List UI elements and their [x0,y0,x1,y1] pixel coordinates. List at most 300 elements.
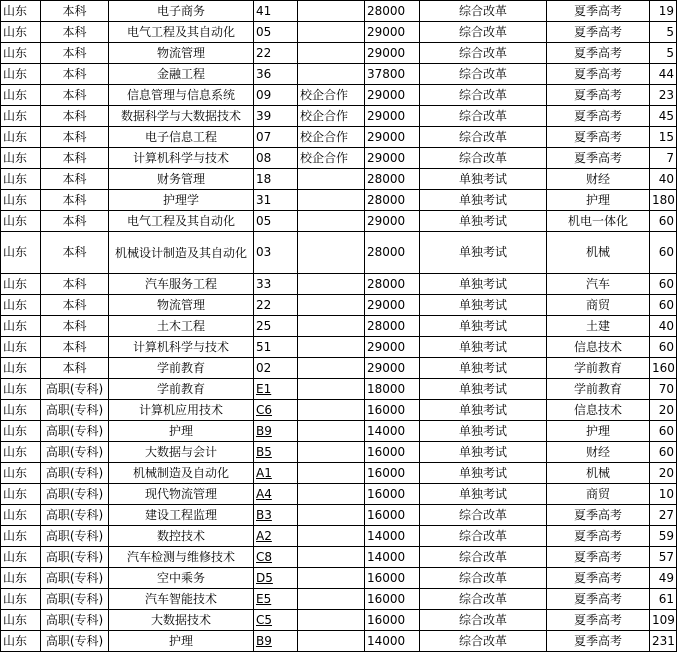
level-cell: 本科 [41,337,109,358]
plan-count-cell: 20 [650,463,677,484]
major-code-cell: 05 [254,22,298,43]
plan-count-cell: 27 [650,505,677,526]
cooperation-cell [298,631,365,652]
major-code-cell: 51 [254,337,298,358]
major-code-cell: 03 [254,232,298,274]
level-cell: 本科 [41,127,109,148]
category-cell: 夏季高考 [547,610,650,631]
plan-count-cell: 45 [650,106,677,127]
admission-mode-cell: 单独考试 [420,484,547,505]
tuition-cell: 28000 [365,274,420,295]
table-row [1,232,677,274]
major-cell: 信息管理与信息系统 [109,85,254,106]
table-row [1,379,677,400]
major-code-cell: 08 [254,148,298,169]
category-cell: 夏季高考 [547,43,650,64]
level-cell: 高职(专科) [41,526,109,547]
admission-mode-cell: 单独考试 [420,400,547,421]
major-cell: 数据科学与大数据技术 [109,106,254,127]
plan-count-cell: 10 [650,484,677,505]
tuition-cell: 16000 [365,442,420,463]
major-cell: 土木工程 [109,316,254,337]
category-cell: 商贸 [547,295,650,316]
plan-count-cell: 109 [650,610,677,631]
plan-count-cell: 180 [650,190,677,211]
cooperation-cell [298,568,365,589]
level-cell: 本科 [41,106,109,127]
cooperation-cell [298,169,365,190]
province-cell: 山东 [1,169,41,190]
admission-mode-cell: 单独考试 [420,211,547,232]
table-row [1,85,677,106]
major-cell: 电气工程及其自动化 [109,22,254,43]
tuition-cell: 14000 [365,526,420,547]
table-row [1,274,677,295]
level-cell: 本科 [41,148,109,169]
table-row [1,22,677,43]
cooperation-cell [298,190,365,211]
major-code-cell: 07 [254,127,298,148]
cooperation-cell [298,463,365,484]
major-code-cell: 25 [254,316,298,337]
tuition-cell: 28000 [365,232,420,274]
level-cell: 高职(专科) [41,568,109,589]
cooperation-cell [298,295,365,316]
admission-mode-cell: 单独考试 [420,295,547,316]
major-cell: 电子商务 [109,1,254,22]
major-cell: 机械设计制造及其自动化 [109,232,254,274]
table-row [1,127,677,148]
admission-mode-cell: 综合改革 [420,106,547,127]
table-row [1,169,677,190]
province-cell: 山东 [1,148,41,169]
table-row [1,421,677,442]
table-row [1,106,677,127]
major-code-cell: 22 [254,295,298,316]
province-cell: 山东 [1,211,41,232]
admission-mode-cell: 单独考试 [420,190,547,211]
cooperation-cell [298,400,365,421]
major-code-cell: E1 [254,379,298,400]
level-cell: 高职(专科) [41,463,109,484]
province-cell: 山东 [1,379,41,400]
province-cell: 山东 [1,1,41,22]
table-row [1,484,677,505]
province-cell: 山东 [1,547,41,568]
table-row [1,358,677,379]
plan-count-cell: 15 [650,127,677,148]
province-cell: 山东 [1,631,41,652]
admission-mode-cell: 单独考试 [420,274,547,295]
level-cell: 高职(专科) [41,421,109,442]
category-cell: 机械 [547,232,650,274]
table-row [1,148,677,169]
major-code-cell: C6 [254,400,298,421]
level-cell: 高职(专科) [41,547,109,568]
cooperation-cell [298,442,365,463]
cooperation-cell [298,610,365,631]
province-cell: 山东 [1,589,41,610]
plan-count-cell: 60 [650,421,677,442]
major-code-cell: B9 [254,631,298,652]
level-cell: 本科 [41,43,109,64]
category-cell: 财经 [547,442,650,463]
major-cell: 学前教育 [109,358,254,379]
tuition-cell: 29000 [365,295,420,316]
cooperation-cell [298,589,365,610]
major-cell: 护理 [109,631,254,652]
category-cell: 夏季高考 [547,505,650,526]
admission-mode-cell: 综合改革 [420,1,547,22]
level-cell: 高职(专科) [41,400,109,421]
major-cell: 数控技术 [109,526,254,547]
major-code-cell: B9 [254,421,298,442]
level-cell: 高职(专科) [41,631,109,652]
table-row [1,547,677,568]
cooperation-cell: 校企合作 [298,85,365,106]
major-cell: 大数据与会计 [109,442,254,463]
plan-count-cell: 70 [650,379,677,400]
category-cell: 夏季高考 [547,22,650,43]
admission-mode-cell: 综合改革 [420,22,547,43]
cooperation-cell: 校企合作 [298,148,365,169]
admission-mode-cell: 单独考试 [420,232,547,274]
province-cell: 山东 [1,43,41,64]
major-code-cell: 09 [254,85,298,106]
admission-mode-cell: 综合改革 [420,505,547,526]
category-cell: 夏季高考 [547,148,650,169]
category-cell: 夏季高考 [547,526,650,547]
major-code-cell: B3 [254,505,298,526]
major-cell: 计算机应用技术 [109,400,254,421]
category-cell: 夏季高考 [547,64,650,85]
plan-count-cell: 20 [650,400,677,421]
cooperation-cell: 校企合作 [298,106,365,127]
category-cell: 护理 [547,190,650,211]
cooperation-cell [298,547,365,568]
major-code-cell: 39 [254,106,298,127]
cooperation-cell [298,421,365,442]
level-cell: 本科 [41,274,109,295]
tuition-cell: 29000 [365,127,420,148]
table-row [1,568,677,589]
major-code-cell: A2 [254,526,298,547]
tuition-cell: 28000 [365,1,420,22]
admission-mode-cell: 综合改革 [420,127,547,148]
table-row [1,400,677,421]
category-cell: 夏季高考 [547,631,650,652]
major-code-cell: E5 [254,589,298,610]
major-cell: 护理学 [109,190,254,211]
category-cell: 机电一体化 [547,211,650,232]
admission-mode-cell: 单独考试 [420,463,547,484]
major-cell: 电气工程及其自动化 [109,211,254,232]
province-cell: 山东 [1,64,41,85]
table-row [1,1,677,22]
category-cell: 夏季高考 [547,85,650,106]
major-code-cell: 18 [254,169,298,190]
province-cell: 山东 [1,85,41,106]
major-cell: 财务管理 [109,169,254,190]
admission-mode-cell: 综合改革 [420,43,547,64]
province-cell: 山东 [1,505,41,526]
admission-mode-cell: 综合改革 [420,64,547,85]
province-cell: 山东 [1,568,41,589]
major-cell: 电子信息工程 [109,127,254,148]
admission-mode-cell: 综合改革 [420,568,547,589]
cooperation-cell [298,43,365,64]
tuition-cell: 16000 [365,568,420,589]
admission-mode-cell: 单独考试 [420,337,547,358]
cooperation-cell [298,379,365,400]
province-cell: 山东 [1,358,41,379]
level-cell: 本科 [41,64,109,85]
major-cell: 大数据技术 [109,610,254,631]
major-code-cell: 33 [254,274,298,295]
table-row [1,190,677,211]
table-row [1,43,677,64]
category-cell: 护理 [547,421,650,442]
category-cell: 学前教育 [547,358,650,379]
cooperation-cell [298,337,365,358]
table-row [1,211,677,232]
admission-mode-cell: 单独考试 [420,421,547,442]
table-row [1,631,677,652]
province-cell: 山东 [1,400,41,421]
major-code-cell: 36 [254,64,298,85]
table-row [1,526,677,547]
cooperation-cell [298,274,365,295]
major-cell: 汽车服务工程 [109,274,254,295]
level-cell: 本科 [41,232,109,274]
major-cell: 学前教育 [109,379,254,400]
level-cell: 本科 [41,1,109,22]
admission-mode-cell: 综合改革 [420,631,547,652]
province-cell: 山东 [1,106,41,127]
cooperation-cell [298,64,365,85]
cooperation-cell [298,358,365,379]
cooperation-cell [298,211,365,232]
plan-count-cell: 61 [650,589,677,610]
province-cell: 山东 [1,232,41,274]
level-cell: 高职(专科) [41,505,109,526]
plan-count-cell: 60 [650,274,677,295]
province-cell: 山东 [1,463,41,484]
table-row [1,505,677,526]
plan-count-cell: 5 [650,43,677,64]
cooperation-cell [298,526,365,547]
table-row [1,316,677,337]
province-cell: 山东 [1,22,41,43]
tuition-cell: 14000 [365,421,420,442]
province-cell: 山东 [1,190,41,211]
province-cell: 山东 [1,610,41,631]
category-cell: 夏季高考 [547,568,650,589]
plan-count-cell: 49 [650,568,677,589]
tuition-cell: 29000 [365,106,420,127]
category-cell: 机械 [547,463,650,484]
tuition-cell: 16000 [365,463,420,484]
plan-count-cell: 60 [650,232,677,274]
major-code-cell: 31 [254,190,298,211]
table-row [1,610,677,631]
plan-count-cell: 231 [650,631,677,652]
major-code-cell: A4 [254,484,298,505]
major-code-cell: 22 [254,43,298,64]
admission-mode-cell: 综合改革 [420,85,547,106]
tuition-cell: 28000 [365,190,420,211]
admission-mode-cell: 单独考试 [420,316,547,337]
category-cell: 信息技术 [547,400,650,421]
tuition-cell: 16000 [365,505,420,526]
tuition-cell: 29000 [365,22,420,43]
major-code-cell: B5 [254,442,298,463]
table-row [1,295,677,316]
tuition-cell: 16000 [365,589,420,610]
cooperation-cell: 校企合作 [298,127,365,148]
level-cell: 高职(专科) [41,589,109,610]
level-cell: 本科 [41,316,109,337]
admission-mode-cell: 单独考试 [420,358,547,379]
category-cell: 土建 [547,316,650,337]
level-cell: 本科 [41,190,109,211]
major-code-cell: A1 [254,463,298,484]
province-cell: 山东 [1,274,41,295]
major-code-cell: C8 [254,547,298,568]
province-cell: 山东 [1,337,41,358]
level-cell: 本科 [41,169,109,190]
table-row [1,589,677,610]
admission-mode-cell: 单独考试 [420,169,547,190]
category-cell: 夏季高考 [547,1,650,22]
cooperation-cell [298,505,365,526]
major-cell: 汽车检测与维修技术 [109,547,254,568]
level-cell: 高职(专科) [41,484,109,505]
tuition-cell: 29000 [365,43,420,64]
plan-count-cell: 7 [650,148,677,169]
admission-mode-cell: 综合改革 [420,526,547,547]
category-cell: 夏季高考 [547,589,650,610]
cooperation-cell [298,316,365,337]
category-cell: 夏季高考 [547,547,650,568]
tuition-cell: 16000 [365,610,420,631]
tuition-cell: 29000 [365,358,420,379]
plan-count-cell: 40 [650,316,677,337]
admission-mode-cell: 单独考试 [420,442,547,463]
major-cell: 物流管理 [109,295,254,316]
cooperation-cell [298,1,365,22]
major-cell: 护理 [109,421,254,442]
plan-count-cell: 59 [650,526,677,547]
level-cell: 高职(专科) [41,379,109,400]
category-cell: 夏季高考 [547,106,650,127]
level-cell: 本科 [41,211,109,232]
plan-count-cell: 40 [650,169,677,190]
plan-count-cell: 60 [650,442,677,463]
tuition-cell: 29000 [365,85,420,106]
tuition-cell: 16000 [365,484,420,505]
major-code-cell: C5 [254,610,298,631]
level-cell: 本科 [41,85,109,106]
major-cell: 金融工程 [109,64,254,85]
admission-mode-cell: 综合改革 [420,547,547,568]
tuition-cell: 18000 [365,379,420,400]
category-cell: 商贸 [547,484,650,505]
major-code-cell: 02 [254,358,298,379]
tuition-cell: 37800 [365,64,420,85]
admission-mode-cell: 综合改革 [420,589,547,610]
tuition-cell: 14000 [365,631,420,652]
major-cell: 现代物流管理 [109,484,254,505]
table-row [1,337,677,358]
plan-count-cell: 23 [650,85,677,106]
province-cell: 山东 [1,127,41,148]
table-row [1,64,677,85]
tuition-cell: 14000 [365,547,420,568]
major-cell: 汽车智能技术 [109,589,254,610]
province-cell: 山东 [1,421,41,442]
cooperation-cell [298,232,365,274]
level-cell: 本科 [41,358,109,379]
tuition-cell: 28000 [365,169,420,190]
cooperation-cell [298,484,365,505]
plan-count-cell: 60 [650,337,677,358]
province-cell: 山东 [1,526,41,547]
major-cell: 计算机科学与技术 [109,148,254,169]
plan-count-cell: 57 [650,547,677,568]
major-cell: 物流管理 [109,43,254,64]
table-row [1,463,677,484]
admission-mode-cell: 单独考试 [420,379,547,400]
plan-count-cell: 44 [650,64,677,85]
level-cell: 高职(专科) [41,442,109,463]
tuition-cell: 29000 [365,337,420,358]
province-cell: 山东 [1,442,41,463]
major-cell: 计算机科学与技术 [109,337,254,358]
level-cell: 本科 [41,22,109,43]
major-code-cell: D5 [254,568,298,589]
admission-mode-cell: 综合改革 [420,610,547,631]
plan-count-cell: 60 [650,211,677,232]
plan-count-cell: 19 [650,1,677,22]
category-cell: 财经 [547,169,650,190]
category-cell: 夏季高考 [547,127,650,148]
province-cell: 山东 [1,484,41,505]
category-cell: 学前教育 [547,379,650,400]
tuition-cell: 29000 [365,148,420,169]
plan-count-cell: 5 [650,22,677,43]
major-cell: 机械制造及自动化 [109,463,254,484]
province-cell: 山东 [1,316,41,337]
tuition-cell: 29000 [365,211,420,232]
level-cell: 本科 [41,295,109,316]
table-row [1,442,677,463]
category-cell: 信息技术 [547,337,650,358]
category-cell: 汽车 [547,274,650,295]
cooperation-cell [298,22,365,43]
major-code-cell: 05 [254,211,298,232]
admission-mode-cell: 综合改革 [420,148,547,169]
plan-count-cell: 160 [650,358,677,379]
tuition-cell: 28000 [365,316,420,337]
major-cell: 建设工程监理 [109,505,254,526]
major-code-cell: 41 [254,1,298,22]
province-cell: 山东 [1,295,41,316]
level-cell: 高职(专科) [41,610,109,631]
plan-count-cell: 60 [650,295,677,316]
major-cell: 空中乘务 [109,568,254,589]
tuition-cell: 16000 [365,400,420,421]
